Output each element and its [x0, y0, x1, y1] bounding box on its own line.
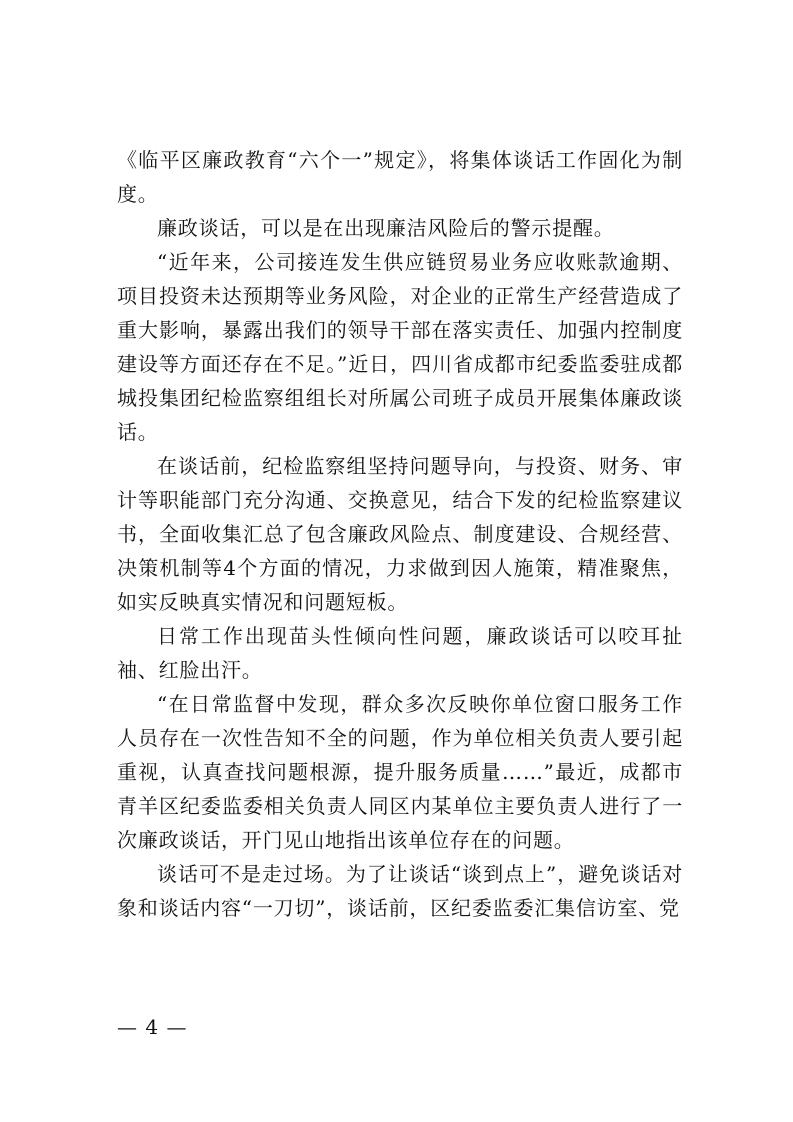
document-body: [117, 143, 683, 925]
paragraph-4: 在谈话前，纪检监察组坚持问题导向，与投资、财务、审计等职能部门充分沟通、交换意见，结合下发的纪检监察建议书，全面收集汇总了包含廉政风险点、制度建设、合规经营、决策机制等4个方面的情况，力求做到因人施策，精准聚焦，如实反映真实情况和问题短板。: [117, 454, 683, 614]
paragraph-3: “近年来，公司接连发生供应链贸易业务应收账款逾期、项目投资未达预期等业务风险，对企业的正常生产经营造成了重大影响，暴露出我们的领导干部在落实责任、加强内控制度建设等方面还存在不足。”近日，四川省成都市纪委监委驻成都城投集团纪检监察组组长对所属公司班子成员开展集体廉政谈话。: [117, 250, 683, 444]
paragraph-2: 廉政谈话，可以是在出现廉洁风险后的警示提醒。: [157, 216, 615, 240]
paragraph-7: 谈话可不是走过场。为了让谈话“谈到点上”，避免谈话对象和谈话内容“一刀切”，谈话前，区纪委监委汇集信访室、党: [117, 862, 683, 920]
page-number: — 4 —: [117, 1015, 188, 1039]
paragraph-5: 日常工作出现苗头性倾向性问题，廉政谈话可以咬耳扯袖、红脸出汗。: [117, 624, 683, 682]
paragraph-1: 《临平区廉政教育“六个一”规定》，将集体谈话工作固化为制度。: [117, 148, 683, 206]
paragraph-6: “在日常监督中发现，群众多次反映你单位窗口服务工作人员存在一次性告知不全的问题，作为单位相关负责人要引起重视，认真查找问题根源，提升服务质量……”最近，成都市青羊区纪委监委相关负责人同区内某单位主要负责人进行了一次廉政谈话，开门见山地指出该单位存在的问题。: [117, 692, 683, 852]
